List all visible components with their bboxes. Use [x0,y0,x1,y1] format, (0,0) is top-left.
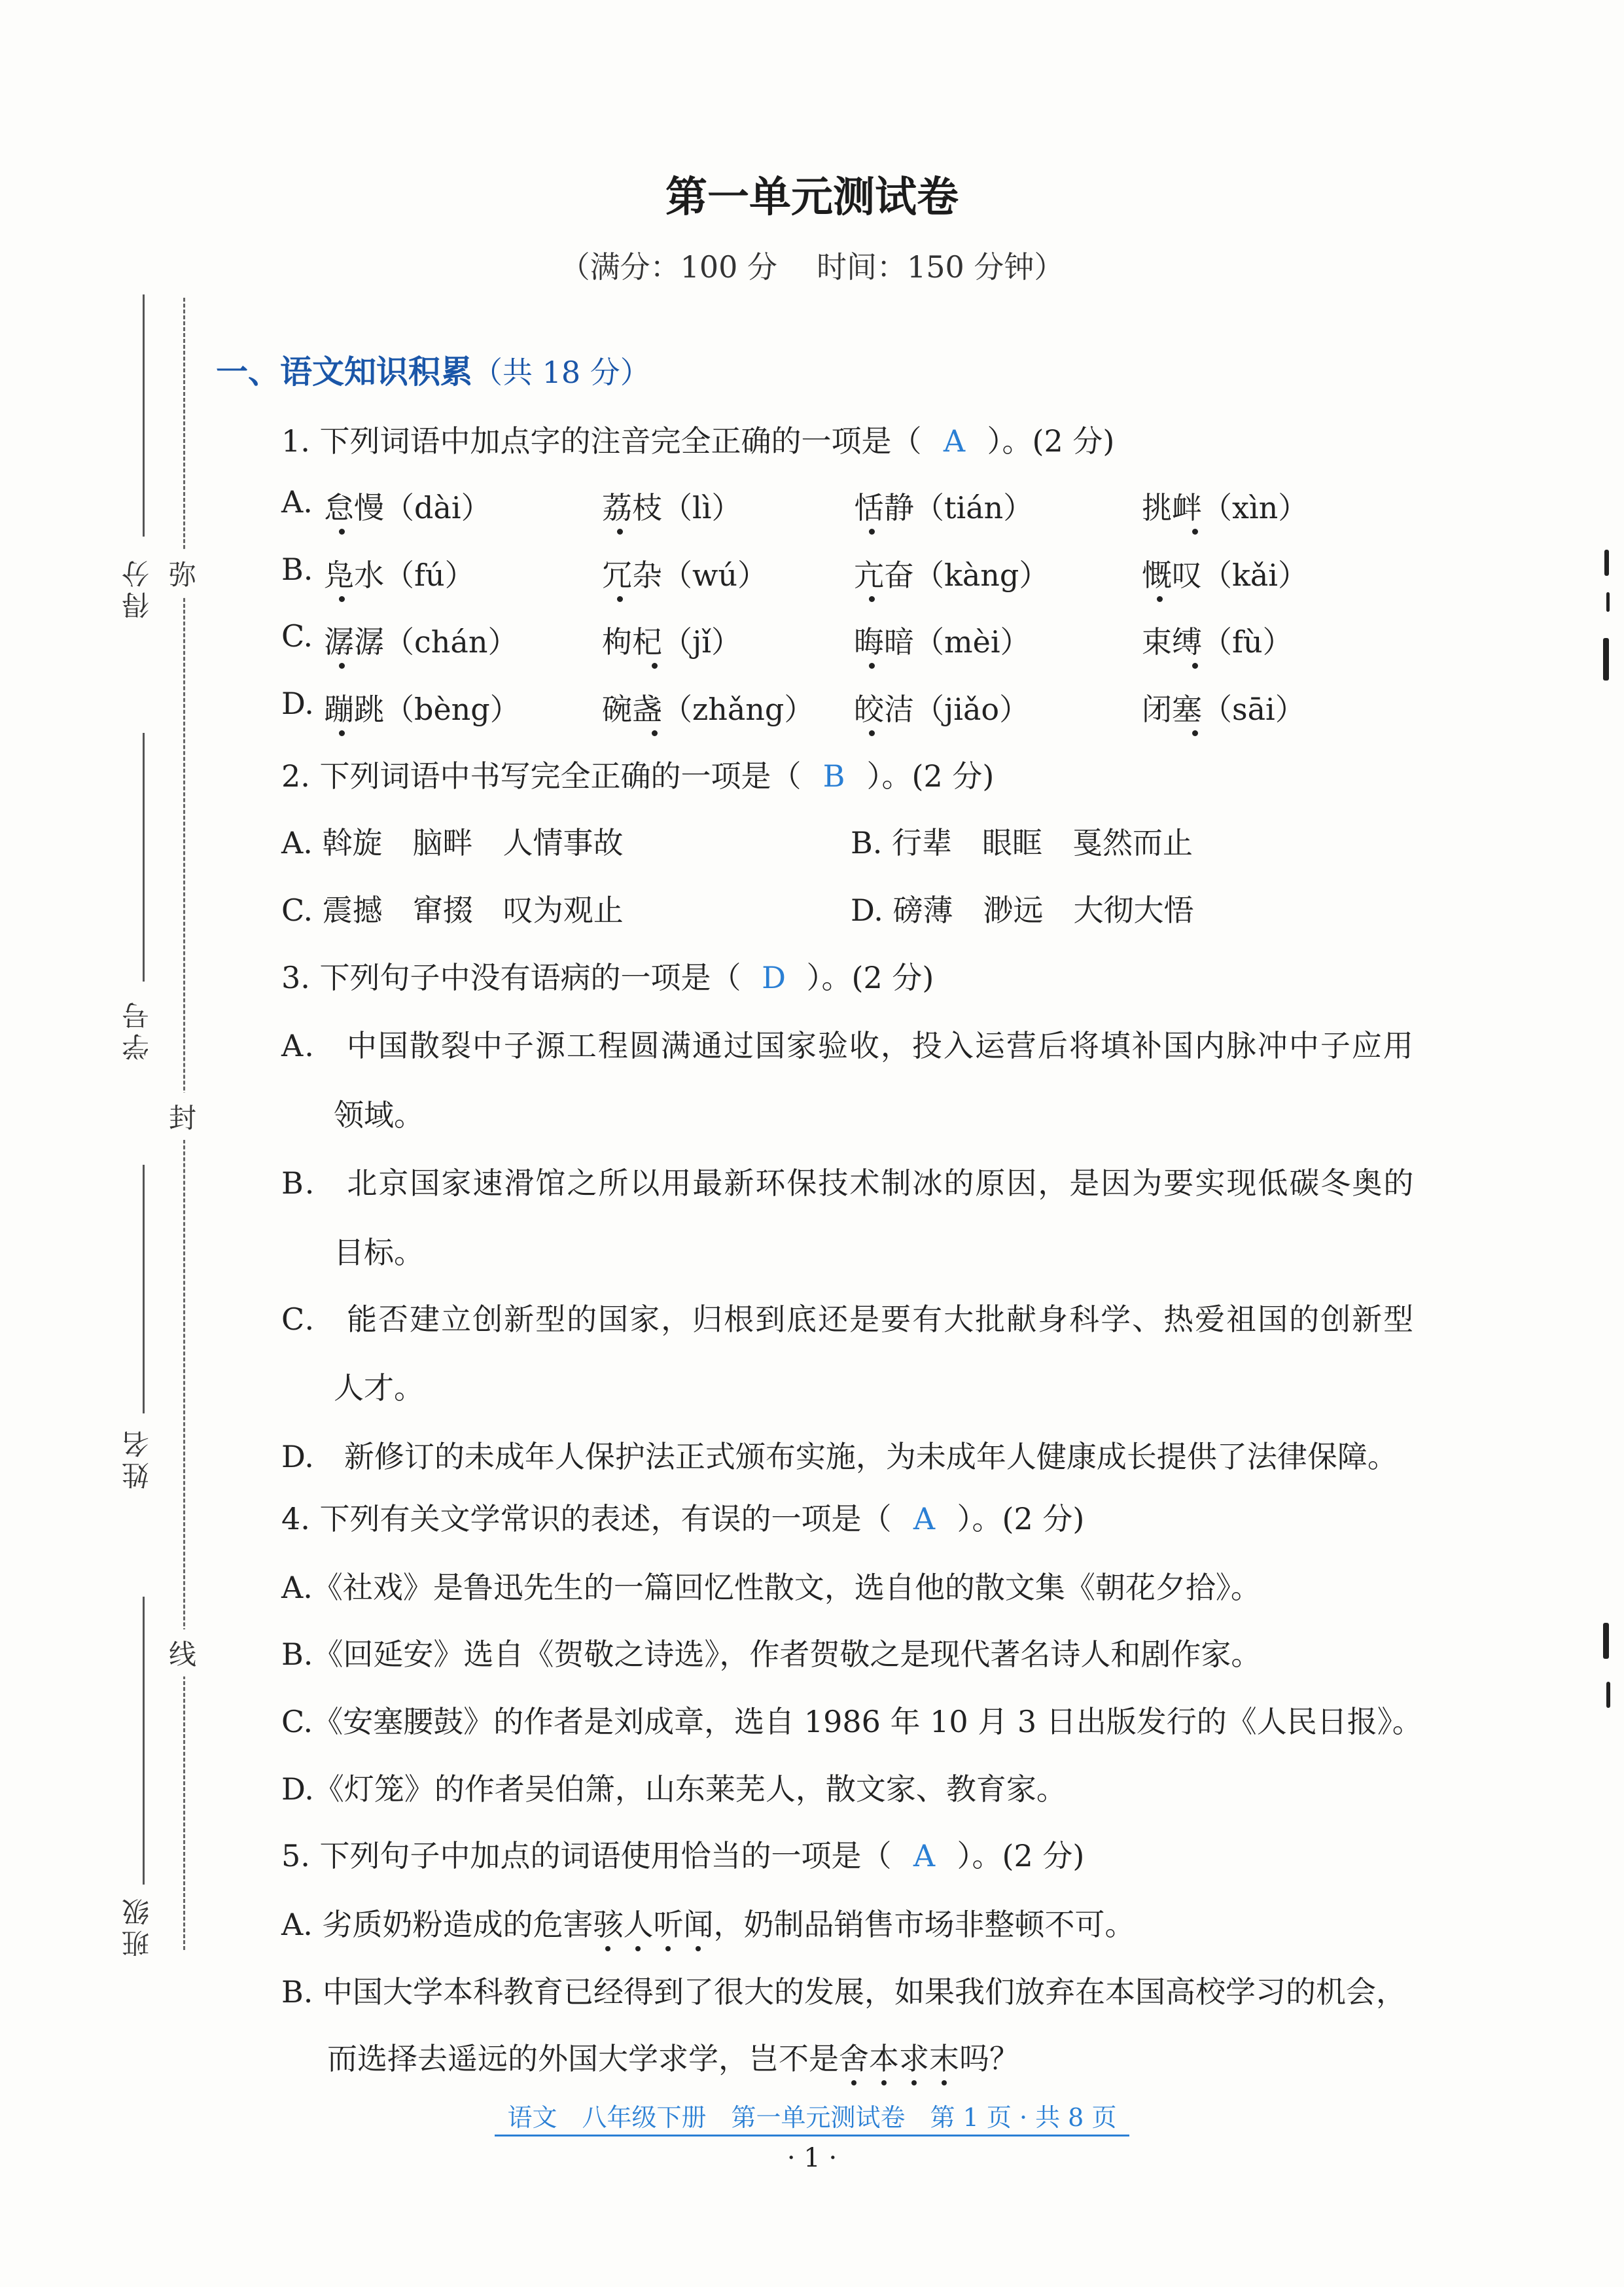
option-label: D. [281,686,314,721]
option-word: 怠慢（dài） [324,490,491,525]
option-word: 凫水（fú） [324,558,475,593]
question-2-option-D: D. 磅薄 渺远 大彻大悟 [851,893,1194,928]
answer-5: A [913,1838,936,1873]
question-2-option-C: C. 震撼 窜掇 叹为观止 [281,893,624,928]
scan-mark [1606,592,1610,612]
name-blank [143,1165,145,1413]
number-blank [143,733,145,982]
stem-tail: ）。(2 分) [957,1501,1085,1536]
option-word: 皎洁（jiǎo） [854,692,1030,727]
question-4-option-D: D.《灯笼》的作者吴伯箫，山东莱芜人，散文家、教育家。 [281,1771,1067,1807]
stem-tail: ）。(2 分) [866,758,995,794]
sentence-text: A. 劣质奶粉造成的危害 [281,1907,593,1942]
stem-tail: ）。(2 分) [987,423,1115,459]
option-word: 潺潺（chán） [324,624,518,660]
question-1-stem [281,417,1114,461]
full-score: （满分：100 分 [559,249,777,285]
exam-info [0,243,1624,287]
stem-text: 1. 下列词语中加点字的注音完全正确的一项是（ [281,423,922,459]
question-4-option-C: C.《安塞腰鼓》的作者是刘成章，选自 1986 年 10 月 3 日出版发行的《人民日报》。 [281,1704,1422,1739]
option-word: 挑衅（xìn） [1142,490,1309,525]
class-blank [143,1597,145,1885]
page-title: 第一单元测试卷 [665,173,959,222]
scan-mark [1603,1623,1609,1659]
option-word: 冗杂（wú） [602,558,768,593]
class-label: 班级 [121,1894,153,1957]
seal-char-feng: 封 [169,1093,196,1140]
answer-3: D [762,960,786,995]
option-word: 碗盏（zhǎng） [602,692,815,727]
question-3-option-A-cont: 领域。 [334,1097,424,1133]
question-2-stem [281,753,994,796]
option-word: 束缚（fù） [1142,624,1293,660]
emphasized-phrase [839,2041,959,2076]
question-3-option-D: D. 新修订的未成年人保护法正式颁布实施，为未成年人健康成长提供了法律保障。 [281,1439,1398,1474]
question-4-option-B: B.《回延安》选自《贺敬之诗选》，作者贺敬之是现代著名诗人和剧作家。 [281,1637,1262,1672]
question-2-option-B: B. 行辈 眼眶 戛然而止 [851,825,1193,860]
question-3-option-B-cont: 目标。 [334,1235,424,1270]
dotted-word: 骇人听闻 [593,1907,714,1942]
question-5-option-B: B. 中国大学本科教育已经得到了很大的发展，如果我们放弃在本国高校学习的机会， [281,1974,1407,2010]
stem-text: 2. 下列词语中书写完全正确的一项是（ [281,758,802,794]
sentence-text: ，奶制品销售市场非整顿不可。 [713,1907,1135,1942]
answer-2: B [822,758,845,794]
question-2-option-A: A. 斡旋 脑畔 人情事故 [281,825,624,860]
seal-char-mi: 弥 [169,550,196,597]
question-5-stem [281,1832,1084,1875]
score-label: 得分 [121,556,153,619]
emphasized-phrase [593,1907,713,1942]
question-5-option-B-cont [327,2035,1019,2078]
option-word: 荔枝（lì） [602,490,742,525]
option-word: 晦暗（mèi） [854,624,1031,660]
question-4-option-A: A.《社戏》是鲁迅先生的一篇回忆性散文，选自他的散文集《朝花夕拾》。 [281,1570,1261,1605]
name-label: 姓名 [121,1427,153,1489]
option-word: 亢奋（kàng） [854,558,1050,593]
stem-text: 5. 下列句子中加点的词语使用恰当的一项是（ [281,1838,892,1873]
question-4-stem [281,1495,1084,1538]
option-word: 闭塞（sāi） [1142,692,1305,727]
answer-4: A [913,1501,936,1536]
page-number: · 1 · [786,2143,838,2173]
page-footer [0,2097,1624,2133]
footer-text: 语文 八年级下册 第一单元测试卷 第 1 页 · 共 8 页 [495,2103,1130,2136]
stem-text: 4. 下列有关文学常识的表述，有误的一项是（ [281,1501,892,1536]
option-label: A. [281,484,313,520]
stem-tail: ）。(2 分) [806,960,934,995]
question-3-option-B: B. 北京国家速滑馆之所以用最新环保技术制冰的原因，是因为要实现低碳冬奥的 [281,1165,1415,1201]
stem-text: 3. 下列句子中没有语病的一项是（ [281,960,741,995]
question-3-stem [281,954,934,997]
question-3-option-C-cont: 人才。 [334,1370,424,1406]
number-label: 学号 [121,998,153,1061]
question-5-option-A [281,1901,1135,1944]
answer-1: A [943,423,966,459]
sentence-text: 吗？ [959,2041,1019,2076]
score-blank [143,294,145,537]
option-label: B. [281,552,313,587]
question-3-option-A: A. 中国散裂中子源工程圆满通过国家验收，投入运营后将填补国内脉冲中子应用 [281,1028,1415,1063]
section-heading [216,347,650,393]
dotted-word: 舍本求末 [839,2041,959,2076]
option-word: 恬静（tián） [854,490,1034,525]
option-word: 慨叹（kǎi） [1142,558,1309,593]
seal-char-xian: 线 [169,1629,196,1676]
section-title: 一、语文知识积累 [216,353,473,391]
scan-mark [1606,1682,1610,1708]
exam-time: 时间：150 分钟） [817,249,1065,285]
option-word: 蹦跳（bèng） [324,692,520,727]
scan-mark [1604,550,1609,576]
section-score: （共 18 分） [472,355,650,390]
question-3-option-C: C. 能否建立创新型的国家，归根到底还是要有大批献身科学、热爱祖国的创新型 [281,1302,1415,1337]
sentence-text: 而选择去遥远的外国大学求学，岂不是 [327,2041,839,2076]
option-label: C. [281,618,313,654]
stem-tail: ）。(2 分) [957,1838,1085,1873]
scan-mark [1603,638,1609,681]
option-word: 枸杞（jǐ） [602,624,741,660]
